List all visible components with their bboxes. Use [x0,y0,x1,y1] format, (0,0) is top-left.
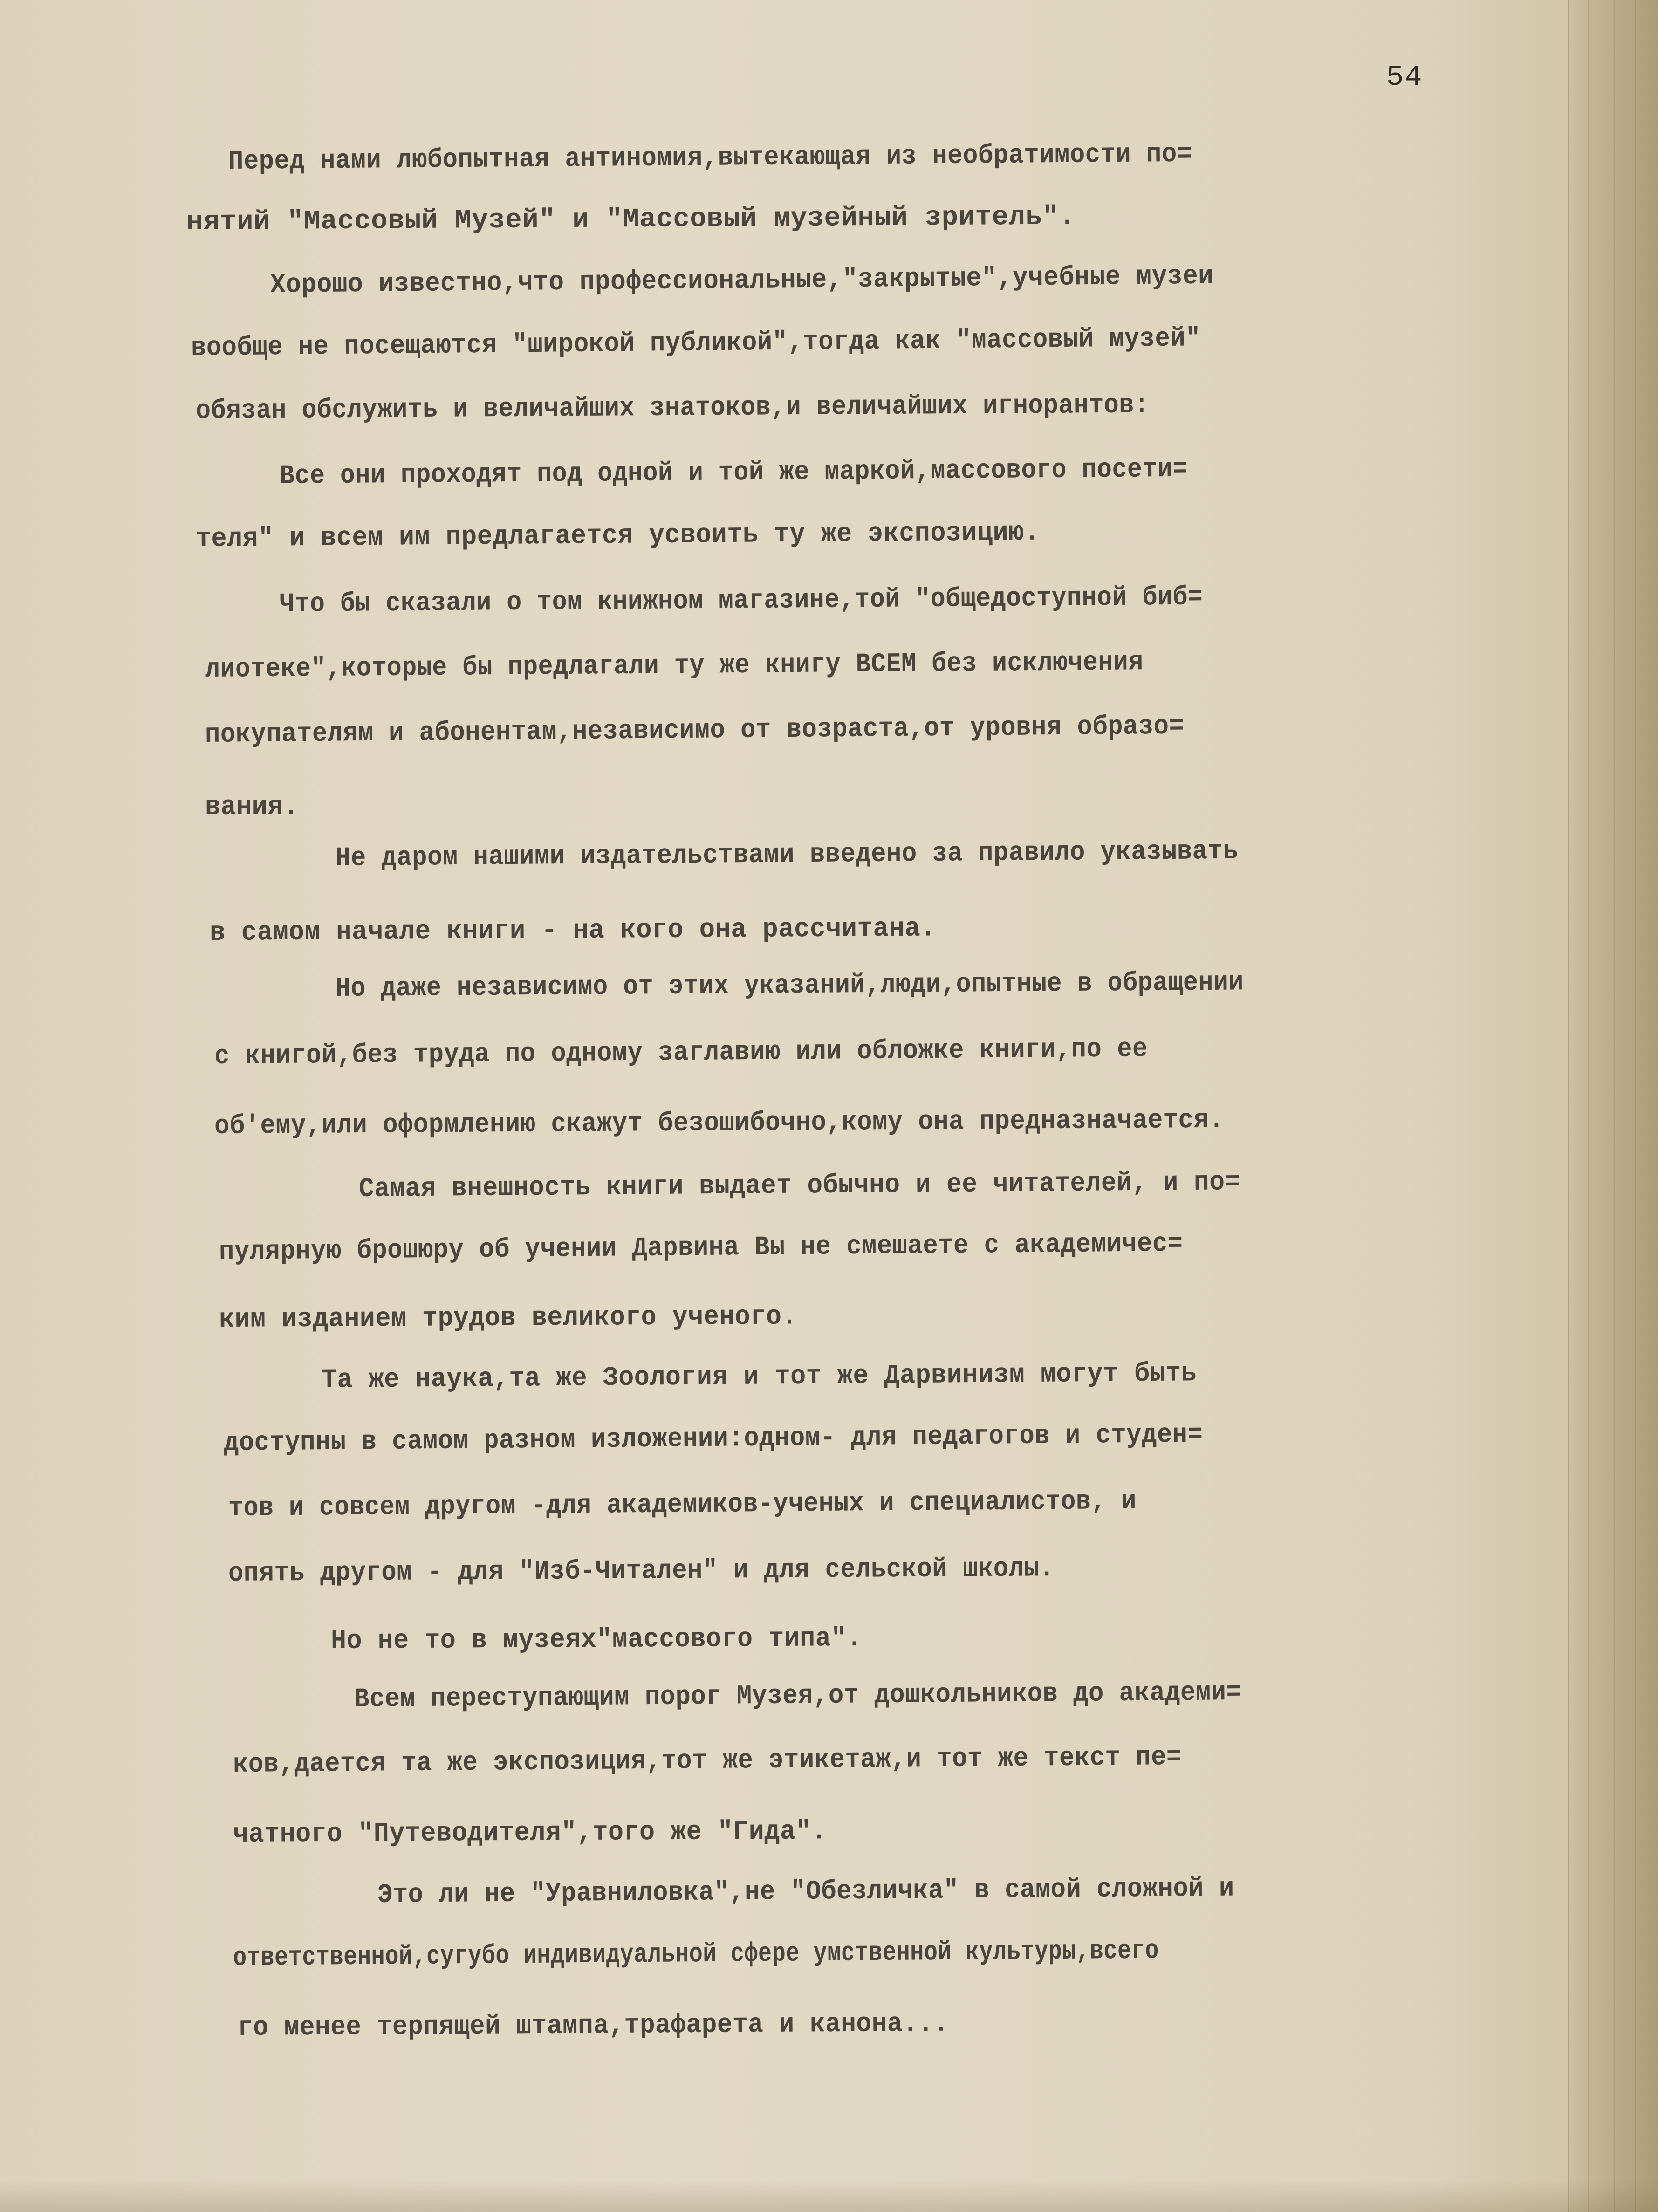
text-line: го менее терпящей штампа,трафарета и канона... [237,2008,949,2043]
text-line: Перед нами любопытная антиномия,вытекающая из необратимости по= [228,139,1192,177]
text-line: вообще не посещаются "широкой публикой",тогда как "массовый музей" [191,323,1201,363]
text-line: ким изданием трудов великого ученого. [219,1301,798,1335]
text-line: об'ему,или оформлению скажут безошибочно,кому она предназначается. [214,1105,1225,1142]
text-line: ков,дается та же экспозиция,тот же этикетаж,и тот же текст пе= [233,1742,1182,1780]
text-line: ответственной,сугубо индивидуальной сфере умственной культуры,всего [233,1936,1159,1973]
page-number: 54 [1386,61,1423,94]
text-line: лиотеке",которые бы предлагали ту же книгу ВСЕМ без исключения [205,647,1144,685]
text-line: с книгой,без труда по одному заглавию или обложке книги,по ее [214,1034,1148,1072]
text-line: Всем переступающим порог Музея,от дошкольников до академи= [354,1678,1242,1715]
text-line: Хорошо известно,что профессиональные,"закрытые",учебные музеи [270,261,1214,301]
text-line: обязан обслужить и величайших знатоков,и величайших игнорантов: [195,390,1150,426]
text-line: пулярную брошюру об учении Дарвина Вы не смешаете с академичес= [219,1228,1183,1267]
text-line: Самая внешность книги выдает обычно и ее читателей, и по= [358,1167,1240,1205]
text-line: Что бы сказали о том книжном магазине,той "общедоступной биб= [279,582,1203,620]
text-line: теля" и всем им предлагается усвоить ту же экспозицию. [195,517,1040,555]
text-line: Все они проходят под одной и той же маркой,массового посети= [279,454,1188,492]
text-line: опять другом - для "Изб-Читален" и для сельской школы. [228,1554,1055,1589]
text-line: нятий "Массовый Музей" и "Массовый музейный зритель". [186,202,1076,238]
text-line: Это ли не "Уравниловка",не "Обезличка" в самой сложной и [377,1873,1234,1911]
text-line: чатного "Путеводителя",того же "Гида". [233,1816,827,1850]
text-line: Но даже независимо от этих указаний,люди,опытные в обращении [335,967,1244,1004]
text-line: покупателям и абонентам,независимо от возраста,от уровня образо= [205,711,1185,750]
text-line: доступны в самом разном изложении:одном- для педагогов и студен= [223,1419,1203,1459]
text-line: тов и совсем другом -для академиков-ученых и специалистов, и [228,1486,1137,1524]
text-line: вания. [205,792,299,822]
text-line: Но не то в музеях"массового типа". [330,1623,863,1657]
text-line: Не даром нашими издательствами введено за правило указывать [335,836,1239,874]
text-line: в самом начале книги - на кого она рассчитана. [209,913,937,948]
text-line: Та же наука,та же Зоология и тот же Дарвинизм могут быть [321,1358,1197,1396]
